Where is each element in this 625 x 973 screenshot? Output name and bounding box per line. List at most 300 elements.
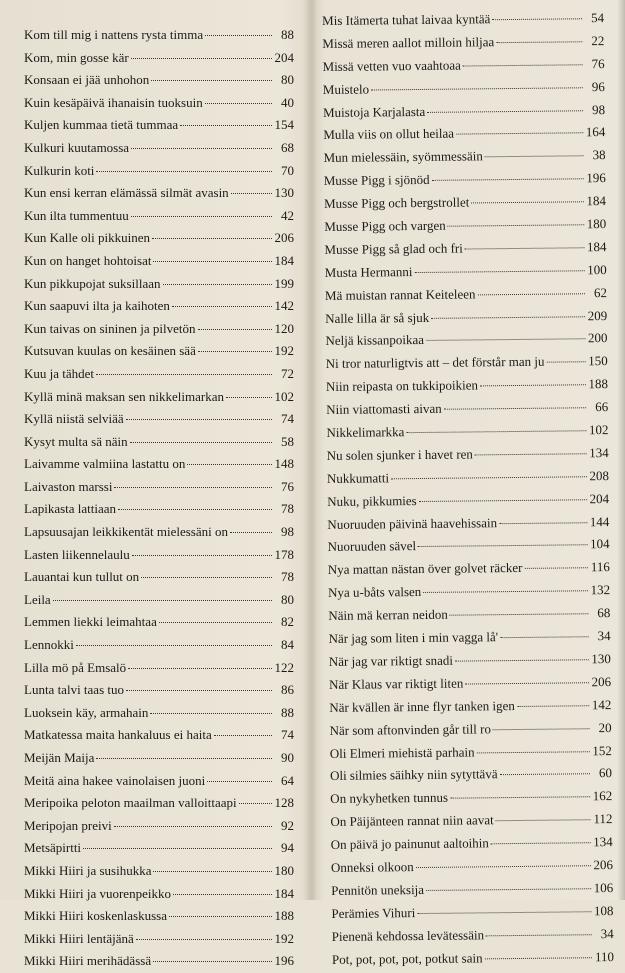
index-entry [24,114,294,137]
entry-title: När jag som liten i min vagga lå' [328,629,499,647]
entry-page-number: 78 [281,569,294,585]
entry-page-number: 132 [590,582,611,598]
entry-page-number: 199 [274,275,294,291]
entry-title: Mikki Hiiri lentäjänä [24,930,134,946]
entry-title: Meitä aina hakee vainolaisen juoni [24,772,206,788]
index-entry [327,488,609,514]
index-entry [328,602,610,628]
entry-title: Nya mattan nästan över golvet räcker [327,560,523,578]
index-entry [331,854,613,880]
index-entry [322,7,604,33]
dot-leader [205,95,272,104]
index-column-left [24,24,294,973]
entry-title: Kyllä niistä selviää [24,411,124,427]
dot-leader [450,605,589,615]
entry-title: Kom, min gosse kär [24,49,129,65]
entry-page-number: 100 [587,261,607,278]
entry-title: När som aftonvinden går till ro [329,720,492,738]
entry-page-number: 204 [274,49,294,65]
entry-page-number: 192 [274,930,294,946]
entry-title: Musse Pigg så glad och fri [324,240,463,257]
index-entry [24,860,294,883]
index-entry [328,534,610,560]
entry-page-number: 184 [274,885,294,901]
index-entry [325,282,607,308]
index-entry [24,386,294,409]
entry-page-number: 180 [274,862,294,878]
entry-page-number: 20 [598,719,612,735]
entry-title: Nuoruuden sävel [327,538,417,555]
index-entry [332,946,614,972]
index-entry [330,762,612,788]
entry-page-number: 74 [281,411,294,427]
dot-leader [517,697,590,707]
entry-page-number: 88 [281,27,294,42]
index-entry [24,182,294,205]
entry-title: Muistelo [322,81,370,97]
entry-page-number: 116 [590,559,610,575]
index-entry [24,250,294,273]
entry-title: Nikkelimarkka [326,424,405,441]
entry-title: Neljä kissanpoikaa [325,332,425,349]
entry-title: Mikki Hiiri ja susihukka [24,862,152,878]
index-entry [327,465,609,491]
dot-leader [465,239,585,249]
index-entry [330,740,612,766]
entry-page-number: 54 [591,10,605,26]
entry-page-number: 70 [281,162,294,178]
dot-leader [152,230,272,239]
dot-leader [136,931,272,940]
dot-leader [153,863,272,872]
dot-leader [231,185,272,194]
index-entry [325,259,607,285]
dot-leader [475,445,587,455]
dot-leader [455,651,589,661]
index-entry [24,69,294,92]
index-entry [329,648,611,674]
entry-title: Mikki Hiiri koskenlaskussa [24,908,167,924]
entry-page-number: 42 [281,207,294,223]
entry-page-number: 92 [281,817,294,833]
dot-leader [463,56,583,66]
index-entry [331,831,613,857]
entry-page-number: 134 [589,444,609,461]
dot-leader [491,834,591,844]
dot-leader [493,720,590,730]
entry-title: Mis Itämerta tuhat laivaa kyntää [322,11,491,28]
entry-page-number: 154 [274,117,294,133]
entry-title: Musse Pigg i sjönöd [323,172,430,189]
entry-title: Kun pikkupojat suksillaan [24,275,161,291]
dot-leader [118,501,272,510]
dot-leader [492,10,582,20]
entry-page-number: 76 [281,478,294,494]
entry-page-number: 80 [281,72,294,88]
dot-leader [114,818,272,827]
dot-leader [391,468,587,479]
entry-title: Niin viattomasti aivan [326,400,442,418]
dot-leader [180,117,272,126]
entry-page-number: 108 [593,902,614,918]
entry-page-number: 88 [281,704,294,720]
dot-leader [131,208,272,217]
index-entry [24,137,294,160]
dot-leader [187,456,272,465]
entry-page-number: 60 [598,765,613,781]
entry-title: Pennitön uneksija [331,881,425,898]
index-entry [328,556,610,582]
entry-page-number: 80 [281,591,294,607]
dot-leader [524,560,588,570]
entry-page-number: 84 [281,637,294,653]
dot-leader [450,789,590,799]
index-entry [24,47,294,70]
index-entry [24,566,294,589]
dot-leader [131,140,272,149]
entry-title: När Klaus var riktigt liten [328,675,464,692]
entry-title: Konsaan ei jää unhohon [24,72,150,88]
entry-page-number: 58 [281,433,294,449]
entry-page-number: 34 [597,628,611,644]
entry-page-number: 64 [281,772,294,788]
entry-title: Kuu ja tähdet [24,365,95,381]
entry-title: Matkatessa maita hankaluus ei haita [24,727,212,743]
dot-leader [173,886,272,895]
index-entry [323,121,605,147]
index-entry [24,498,294,521]
dot-leader [406,422,586,433]
dot-leader [496,811,591,821]
entry-title: Oli Elmeri miehistä parhain [329,743,475,761]
index-entry [322,30,604,56]
entry-title: On Päijänteen rannat niin aavat [330,812,494,830]
entry-title: Näin mä kerran neidon [328,606,448,624]
entry-page-number: 184 [586,238,607,255]
entry-title: Perämies Vihuri [331,904,416,921]
entry-page-number: 102 [274,388,294,404]
entry-title: Kun ensi kerran elämässä silmät avasin [24,185,229,201]
entry-title: Kun ilta tummentuu [24,207,129,223]
entry-title: Nalle lilla är så sjuk [325,309,430,326]
entry-title: Nuoruuden päivinä haavehissain [327,514,498,532]
dot-leader [150,705,272,714]
entry-page-number: 34 [600,925,614,941]
entry-title: Lennokki [24,637,74,653]
index-entry [326,396,608,422]
entry-page-number: 78 [281,501,294,517]
dot-leader [444,399,587,409]
entry-title: Metsäpirtti [24,840,82,856]
index-entry [24,521,294,544]
index-entry [24,544,294,567]
entry-title: Meijän Maija [24,750,95,765]
dot-leader [417,903,591,914]
entry-page-number: 96 [591,78,605,94]
entry-title: Meripojan preivi [24,817,112,833]
dot-leader [480,377,586,387]
entry-page-number: 94 [281,840,294,856]
dot-leader [151,72,272,81]
entry-title: Kuljen kummaa tietä tummaa [24,117,179,133]
entry-title: Lasten liikennelaulu [24,546,130,562]
dot-leader [163,276,273,285]
index-entry [24,408,294,431]
dot-leader [456,125,583,135]
index-entry [24,679,294,702]
dot-leader [230,524,272,533]
entry-page-number: 38 [592,147,606,163]
entry-page-number: 148 [274,456,294,472]
entry-page-number: 184 [274,252,294,268]
entry-title: On nykyhetken tunnus [330,790,449,807]
entry-title: Ni tror naturligtvis att – det förstår man ju [325,354,545,372]
dot-leader [159,614,272,623]
entry-page-number: 192 [274,343,294,359]
entry-title: Mulla viis on ollut heilaa [323,126,455,143]
entry-page-number: 98 [281,524,294,540]
dot-leader [172,298,272,307]
dot-leader [423,583,588,594]
index-entry [24,453,294,476]
dot-leader [500,628,589,638]
entry-title: Kulkurin koti [24,162,95,178]
entry-title: Lunta talvi taas tuo [24,682,125,698]
index-entry [24,792,294,815]
dot-leader [476,743,589,753]
book-gutter [303,0,317,900]
entry-page-number: 144 [589,513,610,529]
entry-page-number: 76 [591,55,605,71]
index-entry [24,657,294,680]
index-entry [326,350,608,376]
index-entry [324,167,606,193]
index-entry [24,611,294,634]
dot-leader [141,569,272,578]
dot-leader [485,148,584,158]
entry-page-number: 196 [586,170,606,186]
index-entry [24,431,294,454]
entry-page-number: 120 [274,320,294,336]
entry-page-number: 74 [281,727,294,743]
index-column-right [322,7,614,971]
entry-page-number: 104 [590,536,610,552]
entry-title: Pot, pot, pot, pot, potkut sain [331,949,483,967]
entry-title: Kom till mig i nattens rysta timma [24,27,204,42]
dot-leader [53,592,272,601]
entry-page-number: 180 [586,216,607,232]
dot-leader [239,795,272,804]
index-entry [329,694,611,720]
dot-leader [131,50,272,59]
entry-page-number: 122 [274,659,294,675]
dot-leader [214,727,272,736]
index-entry [323,144,605,170]
dot-leader [130,434,272,443]
entry-title: Missä meren aallot milloin hiljaa [322,34,495,51]
entry-title: Nya u-båts valsen [328,584,422,601]
index-entry [331,877,613,903]
index-entry [330,808,612,834]
entry-page-number: 209 [587,307,608,323]
entry-title: Muistoja Karjalasta [322,103,426,120]
entry-title: Kun saapuvi ilta ja kaihoten [24,298,170,314]
entry-page-number: 196 [274,953,294,969]
entry-title: Kun Kalle oli pikkuinen [24,230,151,246]
entry-page-number: 40 [281,94,294,110]
dot-leader [414,262,584,273]
dot-leader [169,908,272,917]
entry-page-number: 142 [274,298,294,314]
index-entry [24,905,294,928]
entry-page-number: 200 [587,330,608,346]
entry-page-number: 68 [281,139,294,155]
dot-leader [96,366,272,375]
index-entry [24,837,294,860]
index-entry [324,236,606,262]
dot-leader [432,171,584,182]
entry-page-number: 178 [274,546,294,562]
index-entry [326,373,608,399]
entry-page-number: 188 [588,376,609,392]
index-entry [322,53,604,79]
entry-page-number: 142 [591,696,612,712]
dot-leader [486,926,592,936]
index-entry [329,671,611,697]
dot-leader [477,285,585,295]
entry-page-number: 130 [591,650,611,667]
dot-leader [465,674,589,684]
entry-title: Kyllä minä maksan sen nikkelimarkan [24,388,225,404]
entry-title: Kun on hanget hohtoisat [24,252,152,268]
dot-leader [499,514,587,524]
entry-page-number: 164 [585,124,606,140]
entry-page-number: 86 [281,682,294,698]
entry-page-number: 62 [593,284,608,300]
entry-page-number: 98 [591,101,606,117]
entry-page-number: 206 [591,673,612,690]
index-entry [332,923,614,949]
dot-leader [448,216,585,226]
dot-leader [431,308,585,319]
index-entry [24,363,294,386]
entry-title: Lemmen liekki leimahtaa [24,614,157,630]
entry-title: Lapikasta lattiaan [24,501,117,517]
index-entry [24,340,294,363]
entry-page-number: 22 [591,32,605,49]
entry-title: Mikki Hiiri merihädässä [24,953,152,969]
dot-leader [207,773,272,782]
entry-title: Pienenä kehdossa levätessäin [331,926,485,944]
entry-title: Niin reipasta on tukkipoikien [325,377,479,395]
index-entry [325,305,607,331]
index-entry [24,476,294,499]
index-entry [327,511,609,537]
dot-leader [96,750,272,759]
index-entry [24,770,294,793]
entry-title: Lapsuusajan leikkikentät mielessäni on [24,524,228,540]
index-entry [329,717,611,743]
entry-page-number: 128 [274,795,294,811]
entry-title: Oli silmies säihky niin sytyttävä [329,766,498,784]
entry-page-number: 106 [593,879,614,896]
index-entry [323,76,605,102]
entry-title: Musse Pigg och vargen [324,217,446,235]
entry-page-number: 112 [593,811,613,827]
entry-title: Nukkumatti [326,470,390,486]
index-entry [330,785,612,811]
index-entry [24,92,294,115]
index-entry [328,579,610,605]
dot-leader [496,33,582,43]
entry-title: Musta Hermanni [324,263,413,280]
dot-leader [83,840,272,849]
entry-page-number: 102 [588,422,609,438]
entry-page-number: 204 [589,490,610,506]
dot-leader [126,411,272,420]
entry-title: On päivä jo painunut aaltoihin [330,835,489,853]
entry-title: Lilla mö på Emsalö [24,659,127,675]
entry-title: Kysyt multa sä näin [24,433,128,449]
entry-title: Onneksi olkoon [330,859,414,875]
entry-title: Kutsuvan kuulas on kesäinen sää [24,343,196,359]
entry-page-number: 152 [592,742,612,758]
entry-title: Kun taivas on sininen ja pilvetön [24,320,196,336]
entry-title: Missä vetten vuo vaahtoaa [322,57,461,74]
dot-leader [205,27,272,36]
dot-leader [416,857,591,868]
index-entry [24,747,294,770]
entry-page-number: 82 [281,614,294,630]
entry-title: Lauantai kun tullut on [24,569,140,585]
dot-leader [471,193,584,203]
entry-title: Laivamme valmiina lastattu on [24,456,186,472]
index-entry [24,205,294,228]
entry-title: Mä muistan rannat Keiteleen [324,286,476,303]
entry-page-number: 188 [274,908,294,924]
dot-leader [546,354,585,363]
dot-leader [371,79,583,90]
entry-title: När kvällen är inne flyr tanken igen [329,697,515,715]
dot-leader [426,880,591,891]
index-entry [24,160,294,183]
dot-leader [419,491,588,502]
index-entry [24,295,294,318]
entry-page-number: 206 [274,230,294,246]
dot-leader [226,389,272,398]
entry-title: Laivaston marssi [24,478,113,494]
dot-leader [126,682,272,691]
dot-leader [96,163,272,172]
index-entry [324,190,606,216]
index-entry [24,702,294,725]
index-entry [24,589,294,612]
dot-leader [153,253,272,262]
entry-page-number: 150 [588,353,608,369]
entry-title: Kulkuri kuutamossa [24,139,130,155]
index-entry [24,227,294,250]
dot-leader [418,537,588,548]
index-entry [328,625,610,651]
index-entry [24,273,294,296]
index-entry [331,900,613,926]
index-entry [24,883,294,906]
entry-page-number: 72 [281,365,294,381]
index-entry [24,634,294,657]
index-entry [325,327,607,353]
entry-page-number: 110 [594,948,615,964]
entry-title: Nu solen sjunker i havet ren [326,446,473,463]
